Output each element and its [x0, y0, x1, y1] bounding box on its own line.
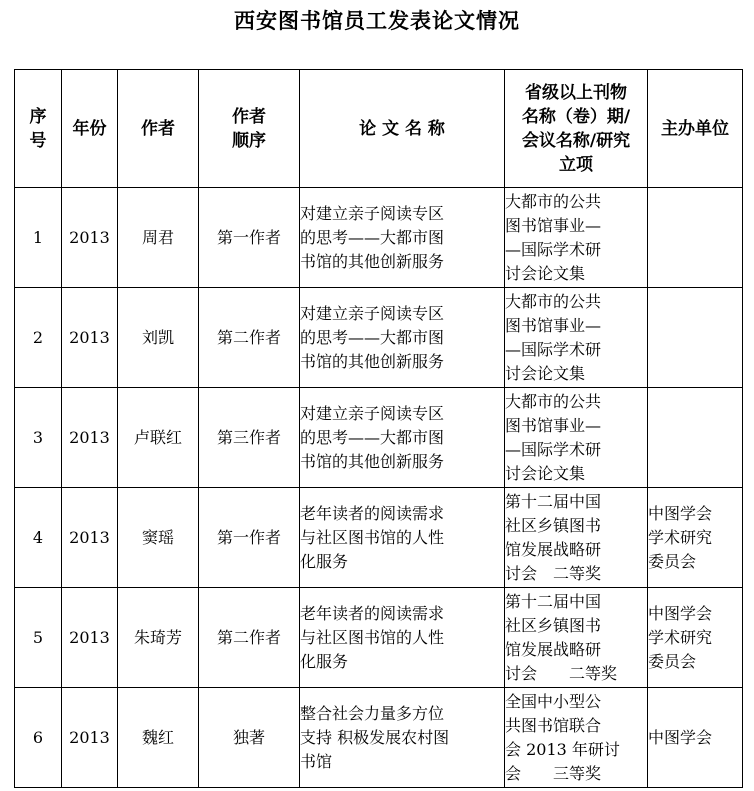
header-paper: 论 文 名 称	[300, 70, 505, 188]
cell-paper: 对建立亲子阅读专区 的思考——大都市图 书馆的其他创新服务	[300, 288, 505, 388]
table-row	[15, 288, 743, 388]
cell-order: 第一作者	[199, 488, 300, 588]
cell-journal: 全国中小型公 共图书馆联合 会 2013 年研讨 会 三等奖	[505, 688, 648, 788]
cell-year: 2013	[62, 688, 118, 788]
cell-paper: 老年读者的阅读需求 与社区图书馆的人性 化服务	[300, 588, 505, 688]
cell-journal: 大都市的公共 图书馆事业— —国际学术研 讨会论文集	[505, 388, 648, 488]
cell-paper: 对建立亲子阅读专区 的思考——大都市图 书馆的其他创新服务	[300, 388, 505, 488]
cell-year: 2013	[62, 588, 118, 688]
cell-author: 刘凯	[118, 288, 199, 388]
cell-author: 窦瑶	[118, 488, 199, 588]
cell-seq: 2	[15, 288, 62, 388]
cell-paper: 整合社会力量多方位 支持 积极发展农村图 书馆	[300, 688, 505, 788]
table-row	[15, 188, 743, 288]
cell-year: 2013	[62, 188, 118, 288]
table-row	[15, 688, 743, 788]
table-row	[15, 588, 743, 688]
cell-order: 独著	[199, 688, 300, 788]
cell-seq: 5	[15, 588, 62, 688]
table-row	[15, 388, 743, 488]
cell-org	[648, 388, 743, 488]
cell-year: 2013	[62, 388, 118, 488]
header-org: 主办单位	[648, 70, 743, 188]
cell-journal: 大都市的公共 图书馆事业— —国际学术研 讨会论文集	[505, 288, 648, 388]
header-year: 年份	[62, 70, 118, 188]
cell-seq: 1	[15, 188, 62, 288]
cell-org: 中图学会 学术研究 委员会	[648, 488, 743, 588]
cell-seq: 4	[15, 488, 62, 588]
papers-table	[14, 69, 743, 788]
cell-journal: 大都市的公共 图书馆事业— —国际学术研 讨会论文集	[505, 188, 648, 288]
cell-author: 卢联红	[118, 388, 199, 488]
cell-org	[648, 288, 743, 388]
header-author: 作者	[118, 70, 199, 188]
cell-order: 第二作者	[199, 588, 300, 688]
header-journal: 省级以上刊物 名称（卷）期/ 会议名称/研究 立项	[505, 70, 648, 188]
cell-org: 中图学会	[648, 688, 743, 788]
header-order: 作者 顺序	[199, 70, 300, 188]
cell-seq: 3	[15, 388, 62, 488]
cell-paper: 对建立亲子阅读专区 的思考——大都市图 书馆的其他创新服务	[300, 188, 505, 288]
cell-author: 朱琦芳	[118, 588, 199, 688]
cell-org	[648, 188, 743, 288]
cell-order: 第二作者	[199, 288, 300, 388]
cell-journal: 第十二届中国 社区乡镇图书 馆发展战略研 讨会 二等奖	[505, 588, 648, 688]
cell-year: 2013	[62, 288, 118, 388]
table-row	[15, 488, 743, 588]
cell-seq: 6	[15, 688, 62, 788]
cell-order: 第一作者	[199, 188, 300, 288]
header-seq: 序 号	[15, 70, 62, 188]
cell-author: 魏红	[118, 688, 199, 788]
header-row	[15, 70, 743, 188]
cell-author: 周君	[118, 188, 199, 288]
cell-order: 第三作者	[199, 388, 300, 488]
cell-year: 2013	[62, 488, 118, 588]
cell-org: 中图学会 学术研究 委员会	[648, 588, 743, 688]
cell-journal: 第十二届中国 社区乡镇图书 馆发展战略研 讨会 二等奖	[505, 488, 648, 588]
cell-paper: 老年读者的阅读需求 与社区图书馆的人性 化服务	[300, 488, 505, 588]
page-title: 西安图书馆员工发表论文情况	[234, 8, 520, 33]
